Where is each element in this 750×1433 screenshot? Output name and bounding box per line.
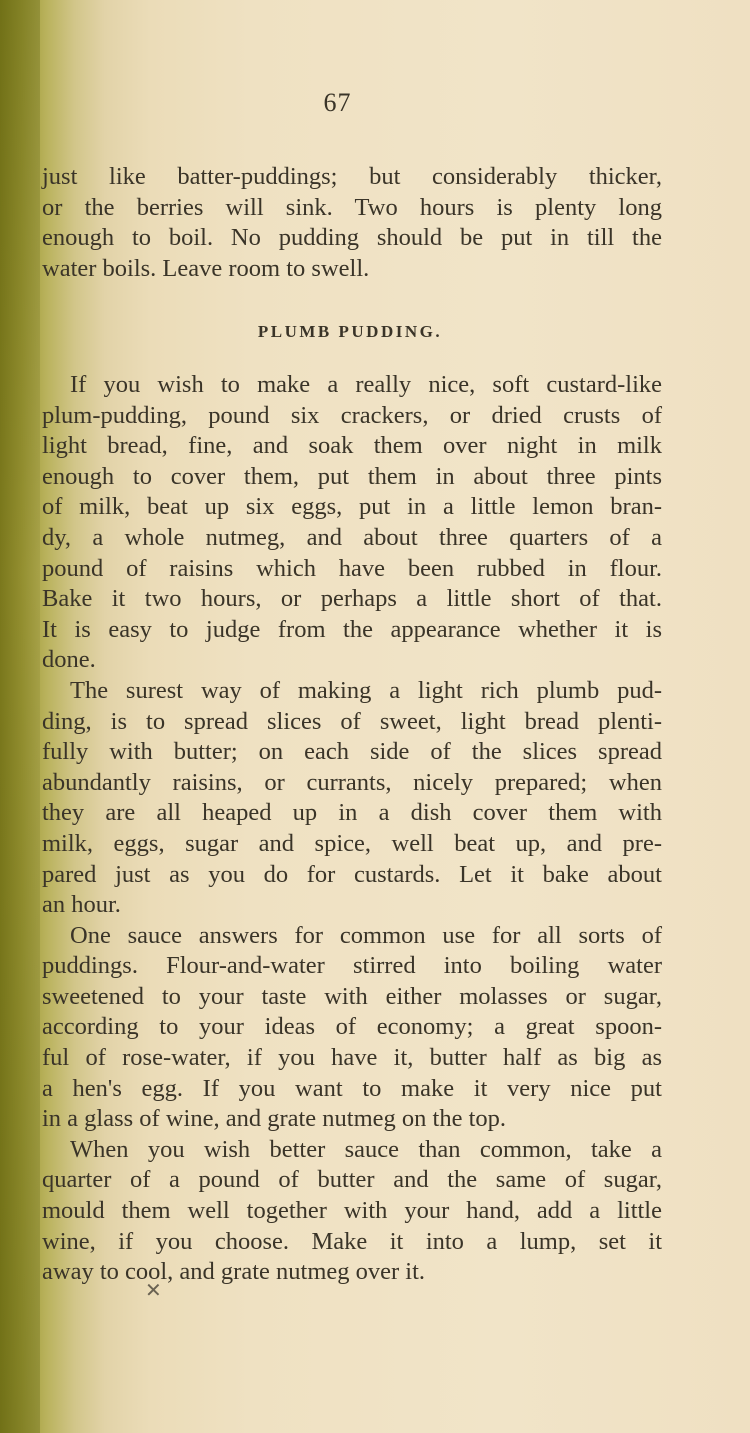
text-line: of milk, beat up six eggs, put in a little lemon bran- [42,493,662,521]
text-line: away to cool, and grate nutmeg over it. [42,1258,426,1286]
text-line: a hen's egg. If you want to make it very nice put [42,1074,662,1102]
recipe-body [42,370,662,1288]
text-line: ful of rose-water, if you have it, butter half as big as [42,1044,662,1072]
text-line: enough to cover them, put them in about three pints [42,462,662,490]
page-number: 67 [323,88,352,117]
text-line: fully with butter; on each side of the slices spread [42,738,662,766]
text-line: It is easy to judge from the appearance whether it is [42,615,662,643]
text-line: water boils. Leave room to swell. [42,254,370,282]
printer-mark-icon: ✕ [145,1280,162,1302]
text-line: If you wish to make a really nice, soft custard-like [70,371,662,398]
text-line: done. [42,646,96,674]
text-line: an hour. [42,891,121,919]
text-line: or the berries will sink. Two hours is plenty long [42,193,662,221]
text-line: One sauce answers for common use for all sorts of [70,921,662,949]
section-title: PLUMB PUDDING. [257,322,443,341]
text-line: milk, eggs, sugar and spice, well beat up, and pre- [42,829,662,857]
text-line: ding, is to spread slices of sweet, light bread plenti- [42,707,662,735]
text-line: puddings. Flour-and-water stirred into boiling water [42,952,662,980]
text-line: enough to boil. No pudding should be put in till the [42,224,662,252]
text-line: in a glass of wine, and grate nutmeg on the top. [42,1105,507,1133]
text-line: pound of raisins which have been rubbed in flour. [42,554,662,582]
text-line: mould them well together with your hand, add a little [42,1197,662,1225]
text-line: just like batter-puddings; but considerably thicker, [42,163,662,190]
text-line: pared just as you do for custards. Let it bake about [42,860,662,888]
text-line: according to your ideas of economy; a great spoon- [42,1013,662,1041]
text-line: light bread, fine, and soak them over night in milk [42,432,662,460]
text-line: dy, a whole nutmeg, and about three quarters of a [42,523,662,551]
text-line: quarter of a pound of butter and the same of sugar, [42,1166,662,1194]
intro-paragraph [42,162,662,284]
text-line: Bake it two hours, or perhaps a little short of that. [42,585,662,613]
text-line: they are all heaped up in a dish cover them with [42,799,662,827]
text-line: plum-pudding, pound six crackers, or dried crusts of [42,401,662,429]
text-line: abundantly raisins, or currants, nicely prepared; when [42,768,662,796]
text-line: wine, if you choose. Make it into a lump, set it [42,1227,662,1255]
text-line: sweetened to your taste with either molasses or sugar, [42,982,662,1010]
text-line: The surest way of making a light rich plumb pud- [70,676,662,704]
text-line: When you wish better sauce than common, take a [70,1135,662,1163]
